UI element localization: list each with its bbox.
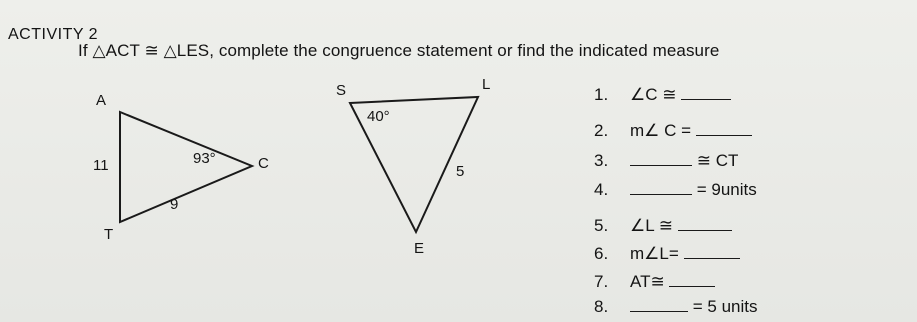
vertex-l-label: L <box>482 76 491 93</box>
question-prompt: ∠L ≅ <box>630 216 674 235</box>
question-6 <box>594 244 740 264</box>
answer-blank[interactable] <box>630 180 692 195</box>
question-5 <box>594 216 732 236</box>
activity-prompt: If △ACT ≅ △LES, complete the congruence statement or find the indicated measure <box>78 41 720 60</box>
vertex-t-label: T <box>104 226 114 243</box>
question-1 <box>594 85 731 105</box>
question-2 <box>594 121 752 141</box>
question-number: 7. <box>594 272 609 291</box>
side-at-label: 11 <box>93 157 109 174</box>
vertex-s-label: S <box>336 82 347 99</box>
answer-blank[interactable] <box>630 151 692 166</box>
question-number: 3. <box>594 151 609 170</box>
question-4 <box>594 180 757 200</box>
vertex-e-label: E <box>414 240 425 257</box>
question-prompt: AT≅ <box>630 272 665 291</box>
vertex-a-label: A <box>96 92 107 109</box>
angle-s-label: 40° <box>367 108 390 125</box>
side-le-label: 5 <box>456 163 465 180</box>
activity-title: ACTIVITY 2 <box>8 26 99 43</box>
question-prompt: ≅ CT <box>696 151 739 170</box>
answer-blank[interactable] <box>678 216 732 231</box>
question-prompt: m∠ C = <box>630 121 692 140</box>
question-number: 5. <box>594 216 609 235</box>
answer-blank[interactable] <box>681 85 731 100</box>
question-prompt: = 5 units <box>692 297 758 316</box>
side-ct-label: 9 <box>170 196 179 213</box>
question-number: 6. <box>594 244 609 263</box>
question-number: 1. <box>594 85 609 104</box>
question-prompt: ∠C ≅ <box>630 85 677 104</box>
vertex-c-label: C <box>258 155 269 172</box>
answer-blank[interactable] <box>630 297 688 312</box>
answer-blank[interactable] <box>669 272 715 287</box>
triangle-act <box>120 112 252 222</box>
angle-a-label: 93° <box>193 150 216 167</box>
question-3 <box>594 151 738 171</box>
question-prompt: m∠L= <box>630 244 679 263</box>
answer-blank[interactable] <box>684 244 740 259</box>
question-8 <box>594 297 757 317</box>
answer-blank[interactable] <box>696 121 752 136</box>
question-number: 8. <box>594 297 609 316</box>
question-number: 4. <box>594 180 609 199</box>
question-prompt: = 9units <box>696 180 757 199</box>
question-number: 2. <box>594 121 609 140</box>
question-7 <box>594 272 715 292</box>
